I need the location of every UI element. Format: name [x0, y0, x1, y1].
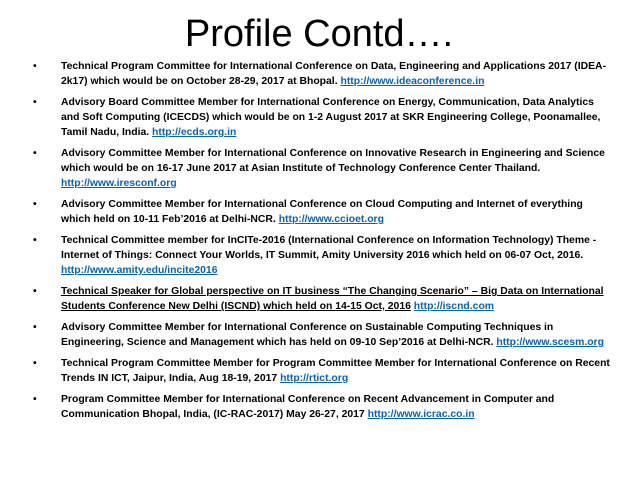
conference-link[interactable]: http://www.ideaconference.in: [340, 76, 485, 87]
bullet-icon: •: [33, 394, 37, 405]
bullet-icon: •: [33, 235, 37, 246]
list-item: [33, 95, 611, 140]
bullet-icon: •: [33, 61, 37, 72]
item-text: Advisory Committee Member for International Conference on Sustainable Computing Techniques in Engineering, Science and Management which has held on 09-10 Sep’2016 at Delhi-NCR.: [61, 322, 554, 348]
conference-link[interactable]: http://ecds.org.in: [152, 127, 237, 138]
item-text: Technical Program Committee for International Conference on Data, Engineering and Applications 2017 (IDEA-2k17) which would be on October 28-29, 2017 at Bhopal.: [61, 61, 607, 87]
list-item: [33, 320, 611, 350]
item-text: Advisory Board Committee Member for International Conference on Energy, Communication, Data Analytics and Soft Computing (ICECDS) which would be on 1-2 August 2017 at SKR Engineering College, Poonamallee, Tamil Nadu, India.: [61, 97, 601, 138]
profile-bullet-list: [33, 59, 611, 428]
conference-link[interactable]: http://iscnd.com: [413, 301, 495, 312]
conference-link[interactable]: http://rtict.org: [280, 373, 349, 384]
bullet-icon: •: [33, 97, 37, 108]
list-item: [33, 146, 611, 191]
conference-link[interactable]: http://www.amity.edu/incite2016: [61, 265, 218, 276]
bullet-icon: •: [33, 199, 37, 210]
item-text: Technical Program Committee Member for Program Committee Member for International Conference on Recent Trends IN ICT, Jaipur, India, Aug 18-19, 2017: [61, 358, 610, 384]
item-text: Advisory Committee Member for International Conference on Cloud Computing and Internet of everything which held on 10-11 Feb’2016 at Delhi-NCR.: [61, 199, 583, 225]
list-item: [33, 59, 611, 89]
item-text: Advisory Committee Member for International Conference on Innovative Research in Engineering and Science which would be on 16-17 June 2017 at Asian Institute of Technology Conference Center Thailand.: [61, 148, 605, 174]
item-text: Technical Committee member for InCITe-2016 (International Conference on Information Technology) Theme - Internet of Things: Connect Your Worlds, IT Summit, Amity University 2016 which held on 06-07 Oct, 2016.: [61, 235, 597, 261]
conference-link[interactable]: http://www.iresconf.org: [61, 178, 177, 189]
list-item: [33, 233, 611, 278]
bullet-icon: •: [33, 286, 37, 297]
list-item: [33, 392, 611, 422]
conference-link[interactable]: http://www.ccioet.org: [278, 214, 384, 225]
list-item: [33, 197, 611, 227]
bullet-icon: •: [33, 358, 37, 369]
conference-link[interactable]: http://www.icrac.co.in: [367, 409, 475, 420]
bullet-icon: •: [33, 322, 37, 333]
item-text: Program Committee Member for International Conference on Recent Advancement in Computer and Communication Bhopal, India, (IC-RAC-2017) May 26-27, 2017: [61, 394, 555, 420]
conference-link[interactable]: http://www.scesm.org: [496, 337, 604, 348]
page-title: Profile Contd….: [184, 13, 454, 55]
bullet-icon: •: [33, 148, 37, 159]
item-text: Technical Speaker for Global perspective on IT business “The Changing Scenario” – Big Data on International Students Conference New Delhi (ISCND) which held on 14-15 Oct, 2016: [61, 286, 604, 312]
list-item: [33, 284, 611, 314]
list-item: [33, 356, 611, 386]
